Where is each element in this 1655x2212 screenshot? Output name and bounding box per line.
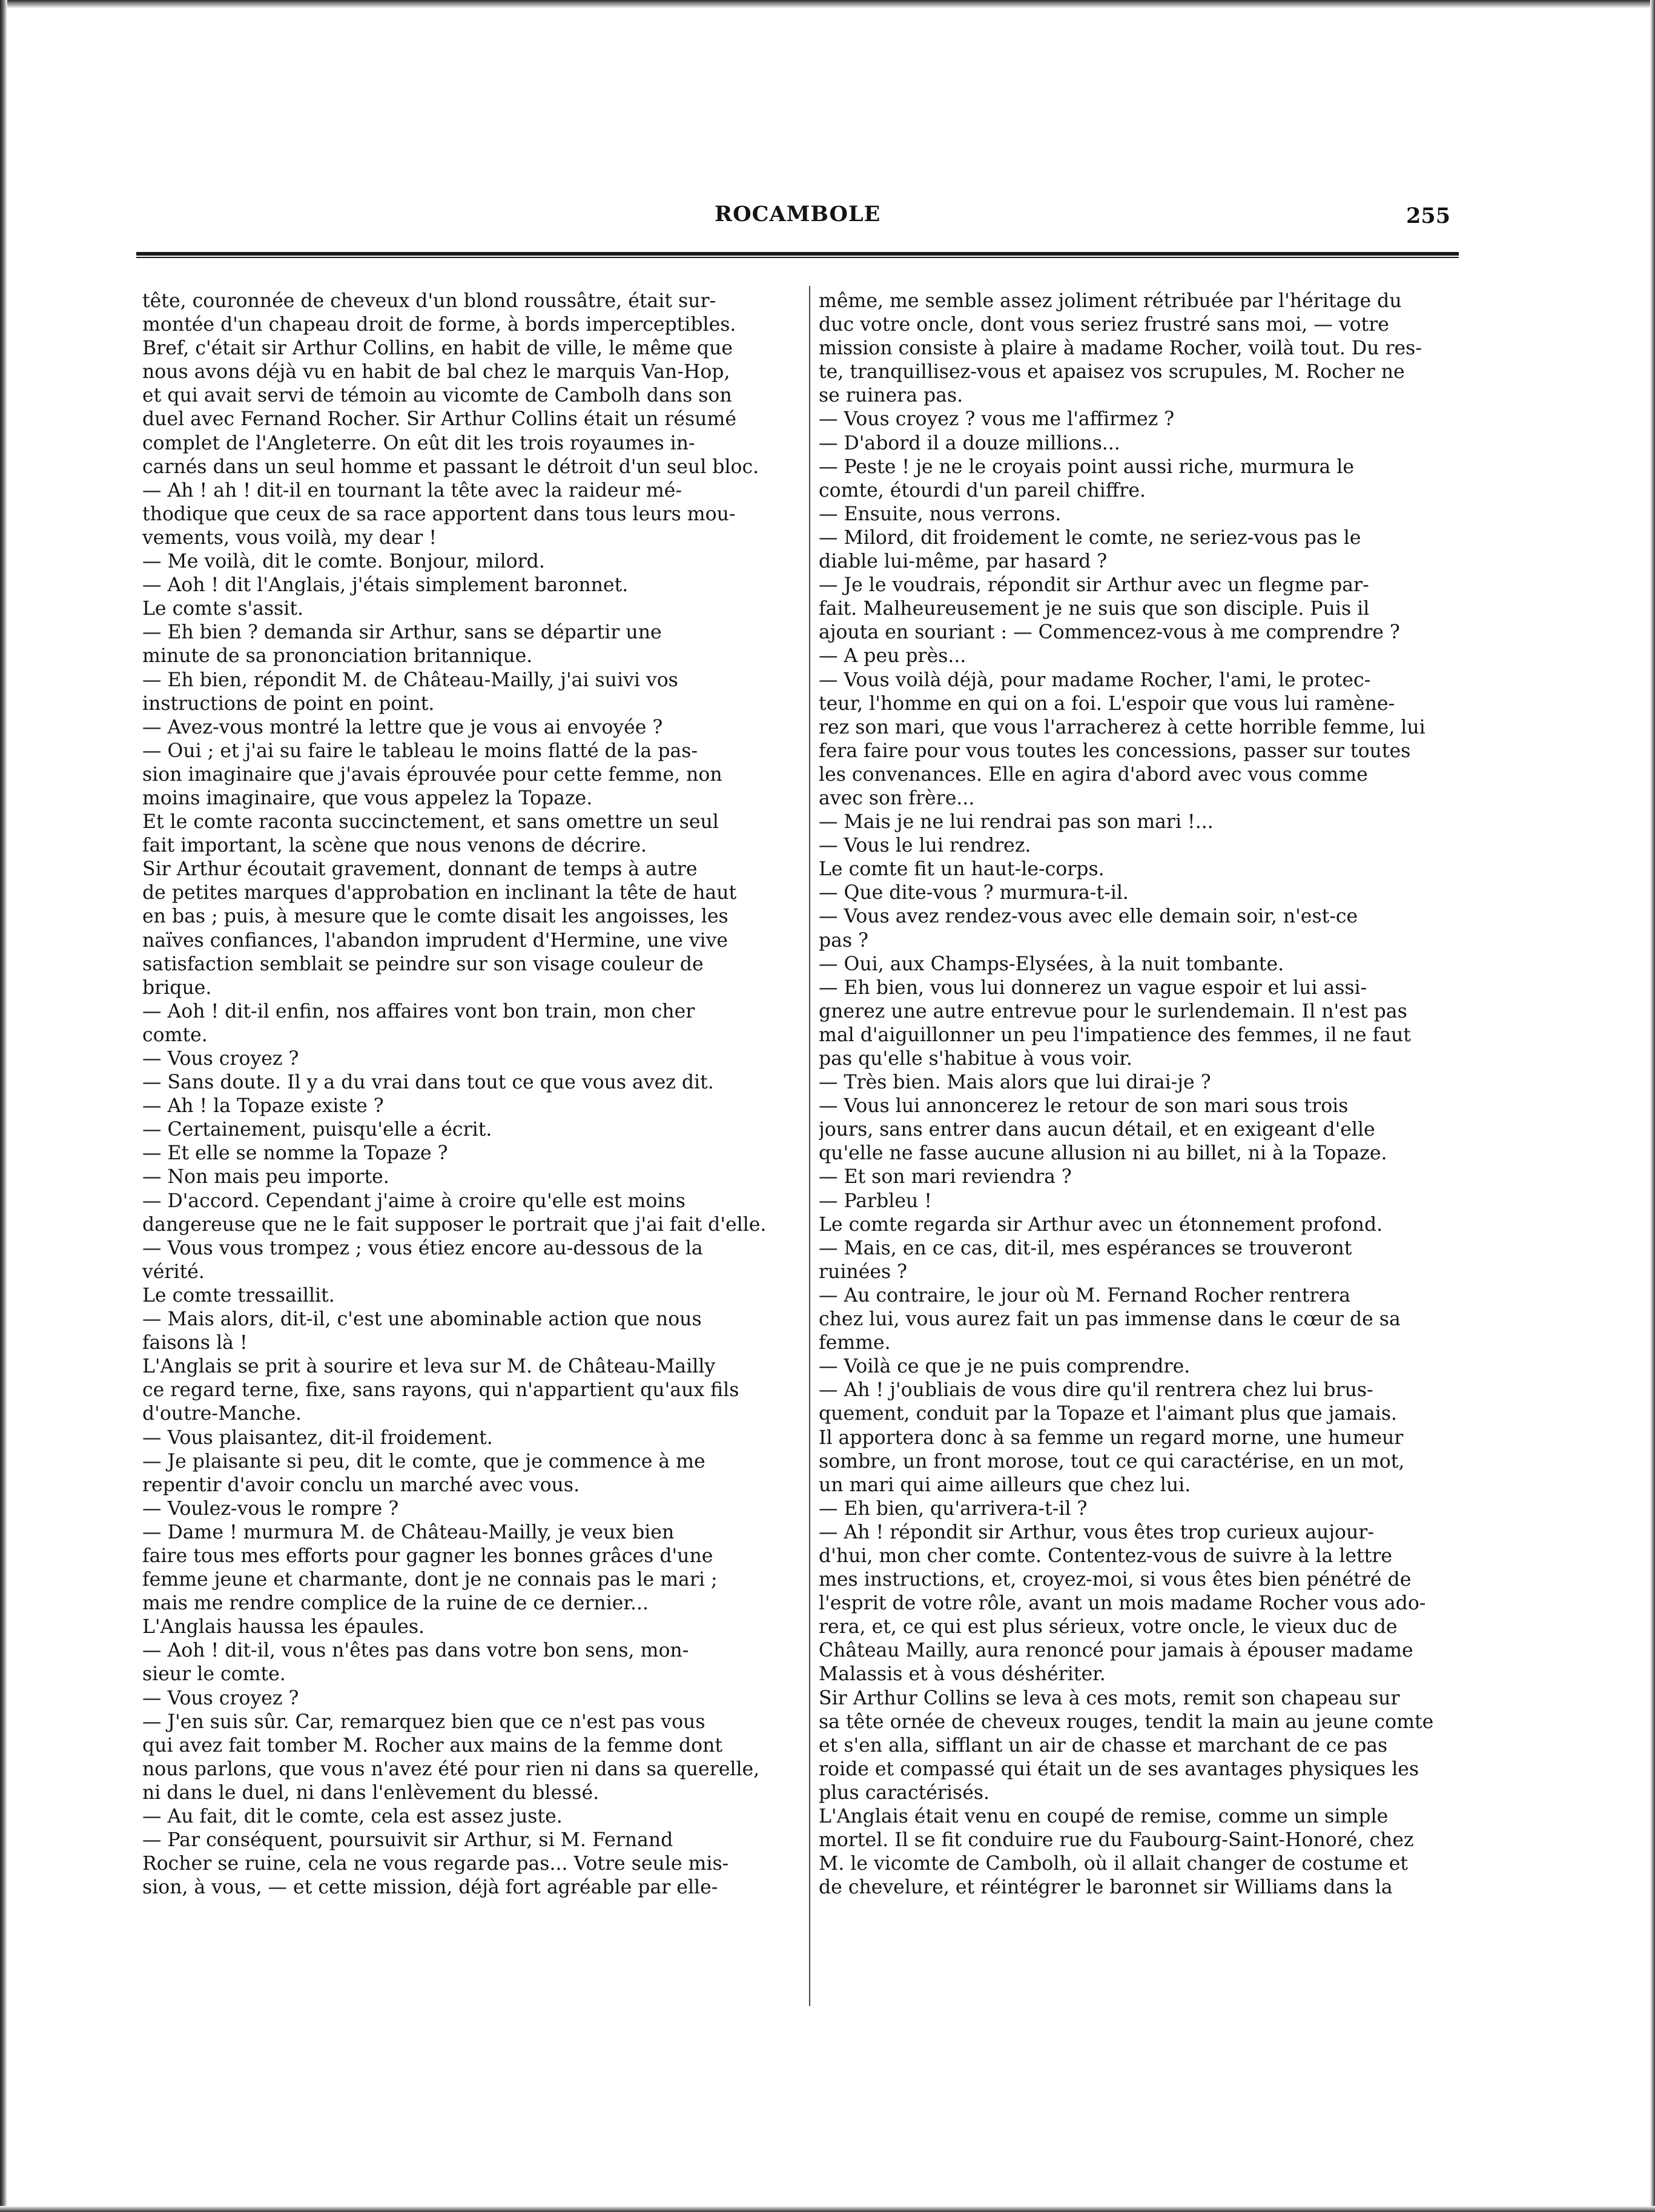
text-line: femme.	[819, 1332, 891, 1354]
text-line: ce regard terne, fixe, sans rayons, qui n'appartient qu'aux fils	[142, 1379, 739, 1402]
page-number: 255	[1406, 204, 1451, 228]
text-line: Le comte s'assit.	[142, 598, 304, 620]
text-line: satisfaction semblait se peindre sur son visage couleur de	[142, 953, 704, 975]
text-line: Bref, c'était sir Arthur Collins, en habit de ville, le même que	[142, 337, 733, 360]
text-line: — Au fait, dit le comte, cela est assez juste.	[142, 1806, 563, 1827]
text-line: chez lui, vous aurez fait un pas immense dans le cœur de sa	[819, 1308, 1401, 1331]
text-line: mission consiste à plaire à madame Rocher, voilà tout. Du res-	[819, 337, 1422, 360]
scan-edge-top	[0, 0, 1655, 8]
text-line: — Mais, en ce cas, dit-il, mes espérances se trouveront	[819, 1237, 1352, 1259]
text-line: — Avez-vous montré la lettre que je vous ai envoyée ?	[142, 716, 663, 738]
text-line: nous parlons, que vous n'avez été pour rien ni dans sa querelle,	[142, 1758, 760, 1780]
text-line: — Aoh ! dit l'Anglais, j'étais simplement baronnet.	[142, 574, 629, 597]
text-line: de chevelure, et réintégrer le baronnet sir Williams dans la	[819, 1876, 1393, 1899]
text-line: — Aoh ! dit-il enfin, nos affaires vont bon train, mon cher	[142, 1000, 695, 1022]
text-line: tête, couronnée de cheveux d'un blond roussâtre, était sur-	[142, 290, 716, 312]
text-line: un mari qui aime ailleurs que chez lui.	[819, 1474, 1191, 1496]
text-line: vérité.	[142, 1260, 205, 1283]
text-line: teur, l'homme en qui on a foi. L'espoir que vous lui ramène-	[819, 692, 1395, 715]
text-line: — Peste ! je ne le croyais point aussi riche, murmura le	[819, 455, 1354, 478]
text-line: — Mais je ne lui rendrai pas son mari !...	[819, 811, 1214, 833]
text-line: — Ah ! la Topaze existe ?	[142, 1095, 384, 1118]
text-line: ni dans le duel, ni dans l'enlèvement du blessé.	[142, 1781, 600, 1804]
text-line: — Je plaisante si peu, dit le comte, que je commence à me	[142, 1450, 705, 1472]
text-line: — Vous voilà déjà, pour madame Rocher, l'ami, le protec-	[819, 669, 1371, 691]
text-line: — Ah ! répondit sir Arthur, vous êtes trop curieux aujour-	[819, 1521, 1374, 1543]
text-line: vements, vous voilà, my dear !	[142, 526, 437, 549]
text-line: — Et son mari reviendra ?	[819, 1166, 1072, 1188]
text-line: Le comte regarda sir Arthur avec un étonnement profond.	[819, 1213, 1383, 1236]
text-line: rera, et, ce qui est plus sérieux, votre oncle, le vieux duc de	[819, 1616, 1398, 1638]
text-line: Le comte tressaillit.	[142, 1284, 335, 1306]
text-line: — Voulez-vous le rompre ?	[142, 1497, 399, 1520]
text-line: ajouta en souriant : — Commencez-vous à me comprendre ?	[819, 621, 1400, 644]
text-line: — Vous croyez ? vous me l'affirmez ?	[819, 408, 1175, 431]
text-line: sion imaginaire que j'avais éprouvée pour cette femme, non	[142, 763, 722, 786]
text-line: les convenances. Elle en agira d'abord avec vous comme	[819, 763, 1368, 786]
text-line: — Oui ; et j'ai su faire le tableau le moins flatté de la pas-	[142, 740, 698, 762]
text-line: Sir Arthur Collins se leva à ces mots, remit son chapeau sur	[819, 1687, 1400, 1709]
text-line: — A peu près...	[819, 645, 966, 667]
text-line: mes instructions, et, croyez-moi, si vous êtes bien pénétré de	[819, 1569, 1412, 1591]
text-line: — Vous vous trompez ; vous étiez encore au-dessous de la	[142, 1237, 703, 1259]
text-line: — Vous croyez ?	[142, 1687, 299, 1709]
scan-edge-right	[1650, 0, 1655, 2212]
right-text-column	[819, 290, 1480, 1899]
text-line: — D'accord. Cependant j'aime à croire qu'elle est moins	[142, 1190, 685, 1212]
text-line: — Au contraire, le jour où M. Fernand Rocher rentrera	[819, 1284, 1350, 1306]
text-line: avec son frère...	[819, 787, 975, 809]
text-line: quement, conduit par la Topaze et l'aimant plus que jamais.	[819, 1403, 1398, 1425]
text-line: — Voilà ce que je ne puis comprendre.	[819, 1356, 1191, 1378]
text-line: — Eh bien ? demanda sir Arthur, sans se départir une	[142, 621, 662, 644]
text-line: — Vous le lui rendrez.	[819, 835, 1031, 857]
text-line: l'esprit de votre rôle, avant un mois madame Rocher vous ado-	[819, 1592, 1426, 1615]
text-line: faire tous mes efforts pour gagner les bonnes grâces d'une	[142, 1545, 713, 1567]
text-line: naïves confiances, l'abandon imprudent d'Hermine, une vive	[142, 929, 728, 952]
text-line: qui avez fait tomber M. Rocher aux mains de la femme dont	[142, 1734, 723, 1757]
text-line: qu'elle ne fasse aucune allusion ni au billet, ni à la Topaze.	[819, 1142, 1387, 1165]
text-line: de petites marques d'approbation en inclinant la tête de haut	[142, 882, 737, 904]
text-line: et qui avait servi de témoin au vicomte de Cambolh dans son	[142, 385, 732, 407]
text-line: — Milord, dit froidement le comte, ne seriez-vous pas le	[819, 526, 1361, 549]
text-line: — Eh bien, vous lui donnerez un vague espoir et lui assi-	[819, 976, 1367, 999]
text-line: — Certainement, puisqu'elle a écrit.	[142, 1119, 492, 1141]
text-line: gnerez une autre entrevue pour le surlendemain. Il n'est pas	[819, 1000, 1407, 1022]
text-line: — Ah ! ah ! dit-il en tournant la tête avec la raideur mé-	[142, 479, 682, 502]
text-line: L'Anglais se prit à sourire et leva sur M. de Château-Mailly	[142, 1356, 716, 1378]
text-line: moins imaginaire, que vous appelez la Topaze.	[142, 787, 593, 809]
text-line: mortel. Il se fit conduire rue du Faubourg-Saint-Honoré, chez	[819, 1829, 1414, 1852]
text-line: repentir d'avoir conclu un marché avec vous.	[142, 1474, 580, 1496]
text-line: pas ?	[819, 929, 869, 952]
text-line: — Mais alors, dit-il, c'est une abominable action que nous	[142, 1308, 702, 1331]
text-line: dangereuse que ne le fait supposer le portrait que j'ai fait d'elle.	[142, 1213, 767, 1236]
text-line: fait important, la scène que nous venons de décrire.	[142, 835, 647, 857]
text-line: comte.	[142, 1024, 208, 1046]
column-divider	[809, 286, 810, 2006]
text-line: plus caractérisés.	[819, 1781, 990, 1804]
text-line: ruinées ?	[819, 1260, 908, 1283]
text-line: — Eh bien, qu'arrivera-t-il ?	[819, 1497, 1088, 1520]
text-line: sa tête ornée de cheveux rouges, tendit la main au jeune comte	[819, 1710, 1434, 1733]
text-line: — J'en suis sûr. Car, remarquez bien que ce n'est pas vous	[142, 1710, 705, 1733]
text-line: — Vous croyez ?	[142, 1048, 299, 1070]
text-line: — Oui, aux Champs-Elysées, à la nuit tombante.	[819, 953, 1284, 975]
text-line: Le comte fit un haut-le-corps.	[819, 858, 1105, 881]
text-line: femme jeune et charmante, dont je ne connais pas le mari ;	[142, 1569, 718, 1591]
text-line: carnés dans un seul homme et passant le détroit d'un seul bloc.	[142, 455, 759, 478]
text-line: jours, sans entrer dans aucun détail, et en exigeant d'elle	[819, 1119, 1375, 1141]
text-line: — Non mais peu importe.	[142, 1166, 389, 1188]
text-line: nous avons déjà vu en habit de bal chez le marquis Van-Hop,	[142, 361, 730, 383]
text-line: même, me semble assez joliment rétribuée par l'héritage du	[819, 290, 1402, 312]
text-line: se ruinera pas.	[819, 385, 963, 407]
text-line: M. le vicomte de Cambolh, où il allait changer de costume et	[819, 1853, 1408, 1875]
text-line: minute de sa prononciation britannique.	[142, 645, 533, 667]
text-line: — Dame ! murmura M. de Château-Mailly, je veux bien	[142, 1521, 675, 1543]
text-line: — Sans doute. Il y a du vrai dans tout ce que vous avez dit.	[142, 1071, 714, 1094]
text-line: diable lui-même, par hasard ?	[819, 551, 1108, 573]
text-line: instructions de point en point.	[142, 692, 435, 715]
text-line: — Aoh ! dit-il, vous n'êtes pas dans votre bon sens, mon-	[142, 1640, 689, 1662]
scan-edge-left	[0, 0, 7, 2212]
text-line: — Me voilà, dit le comte. Bonjour, milord.	[142, 551, 545, 573]
text-line: Et le comte raconta succinctement, et sans omettre un seul	[142, 811, 719, 833]
text-line: sieur le comte.	[142, 1663, 286, 1686]
text-line: duc votre oncle, dont vous seriez frustré sans moi, — votre	[819, 314, 1389, 336]
text-line: — Parbleu !	[819, 1190, 932, 1212]
text-line: fait. Malheureusement je ne suis que son disciple. Puis il	[819, 598, 1370, 620]
text-line: te, tranquillisez-vous et apaisez vos scrupules, M. Rocher ne	[819, 361, 1405, 383]
text-line: — Ah ! j'oubliais de vous dire qu'il rentrera chez lui brus-	[819, 1379, 1373, 1402]
text-line: — D'abord il a douze millions...	[819, 432, 1120, 454]
text-line: — Très bien. Mais alors que lui dirai-je ?	[819, 1071, 1211, 1094]
running-header-title: ROCAMBOLE	[715, 202, 881, 227]
text-line: sombre, un front morose, tout ce qui caractérise, en un mot,	[819, 1450, 1405, 1472]
header-rule	[136, 252, 1459, 258]
left-text-column	[142, 290, 804, 1899]
text-line: en bas ; puis, à mesure que le comte disait les angoisses, les	[142, 906, 728, 928]
text-line: comte, étourdi d'un pareil chiffre.	[819, 479, 1146, 502]
text-line: montée d'un chapeau droit de forme, à bords imperceptibles.	[142, 314, 736, 336]
text-line: roide et compassé qui était un de ses avantages physiques les	[819, 1758, 1419, 1780]
text-line: sion, à vous, — et cette mission, déjà fort agréable par elle-	[142, 1876, 718, 1899]
text-line: pas qu'elle s'habitue à vous voir.	[819, 1048, 1132, 1070]
text-line: fera faire pour vous toutes les concessions, passer sur toutes	[819, 740, 1411, 762]
text-line: — Vous plaisantez, dit-il froidement.	[142, 1426, 493, 1449]
text-line: et s'en alla, sifflant un air de chasse et marchant de ce pas	[819, 1734, 1388, 1757]
text-line: — Par conséquent, poursuivit sir Arthur, si M. Fernand	[142, 1829, 673, 1852]
text-line: — Vous avez rendez-vous avec elle demain soir, n'est-ce	[819, 906, 1358, 928]
text-line: Rocher se ruine, cela ne vous regarde pas... Votre seule mis-	[142, 1853, 729, 1875]
text-line: Il apportera donc à sa femme un regard morne, une humeur	[819, 1426, 1404, 1449]
text-line: — Et elle se nomme la Topaze ?	[142, 1142, 448, 1165]
text-line: — Vous lui annoncerez le retour de son mari sous trois	[819, 1095, 1349, 1118]
scan-edge-bottom	[0, 2206, 1655, 2212]
text-line: mais me rendre complice de la ruine de ce dernier...	[142, 1592, 649, 1615]
text-line: Château Mailly, aura renoncé pour jamais à épouser madame	[819, 1640, 1413, 1662]
text-line: d'hui, mon cher comte. Contentez-vous de suivre à la lettre	[819, 1545, 1393, 1567]
text-line: rez son mari, que vous l'arracherez à cette horrible femme, lui	[819, 716, 1425, 738]
text-line: L'Anglais était venu en coupé de remise, comme un simple	[819, 1806, 1389, 1827]
text-line: faisons là !	[142, 1332, 248, 1354]
text-line: d'outre-Manche.	[142, 1403, 302, 1425]
text-line: Sir Arthur écoutait gravement, donnant de temps à autre	[142, 858, 698, 881]
text-line: Malassis et à vous déshériter.	[819, 1663, 1106, 1686]
text-line: duel avec Fernand Rocher. Sir Arthur Collins était un résumé	[142, 408, 736, 431]
text-line: — Eh bien, répondit M. de Château-Mailly, j'ai suivi vos	[142, 669, 678, 691]
text-line: brique.	[142, 976, 212, 999]
text-line: L'Anglais haussa les épaules.	[142, 1616, 425, 1638]
text-line: complet de l'Angleterre. On eût dit les trois royaumes in-	[142, 432, 695, 454]
text-line: — Que dite-vous ? murmura-t-il.	[819, 882, 1129, 904]
text-line: — Je le voudrais, répondit sir Arthur avec un flegme par-	[819, 574, 1369, 597]
text-line: mal d'aiguillonner un peu l'impatience des femmes, il ne faut	[819, 1024, 1411, 1046]
text-line: thodique que ceux de sa race apportent dans tous leurs mou-	[142, 503, 736, 525]
text-line: — Ensuite, nous verrons.	[819, 503, 1062, 525]
